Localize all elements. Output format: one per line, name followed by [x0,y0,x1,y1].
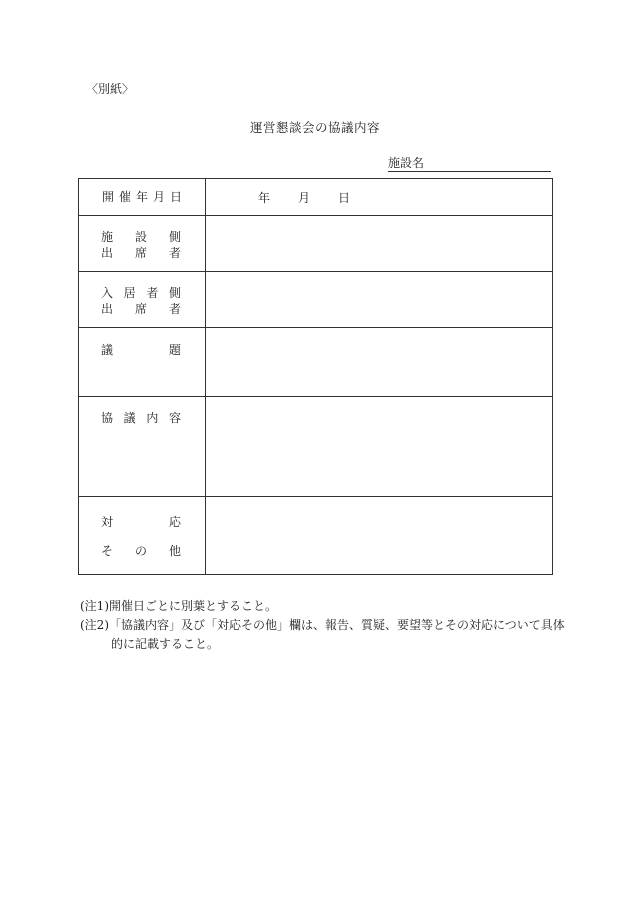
response-other-value-cell[interactable] [206,497,553,575]
response-label: 対 応 [101,515,181,529]
date-label-cell [79,179,206,216]
discussion-label: 協 議 内 容 [101,411,181,425]
agenda-value-cell[interactable] [206,328,553,397]
date-label: 開 催 年 月 日 [102,190,182,204]
agenda-label-cell [79,328,206,397]
facility-attendees-label-line2: 出 席 者 [101,246,181,260]
resident-attendees-label-cell [79,272,206,328]
other-label: そ の 他 [101,544,181,558]
response-other-label-cell [79,497,206,575]
discussion-value-cell[interactable] [206,397,553,497]
note-1: (注1)開催日ごとに別葉とすること。 [80,599,277,613]
date-value-cell[interactable] [206,179,553,216]
annex-label: 〈別紙〉 [86,82,135,96]
month-unit: 月 [298,190,311,205]
notes-section [80,597,565,654]
note-2-line-2: 的に記載すること。 [111,637,220,651]
resident-attendees-value-cell[interactable] [206,272,553,328]
year-unit: 年 [258,190,271,205]
row-date [79,179,553,216]
facility-name-field[interactable] [388,156,551,172]
row-resident-attendees [79,272,553,328]
agenda-label: 議 題 [101,343,181,357]
facility-attendees-value-cell[interactable] [206,216,553,272]
discussion-label-cell [79,397,206,497]
row-discussion [79,397,553,497]
row-facility-attendees [79,216,553,272]
resident-attendees-label-line2: 出 席 者 [101,302,181,316]
facility-name-label: 施設名 [388,156,425,170]
row-response-other [79,497,553,575]
discussion-form-table [78,178,553,575]
day-unit: 日 [338,190,351,205]
resident-attendees-label-line1: 入 居 者 側 [101,286,181,300]
facility-attendees-label-line1: 施 設 側 [101,230,181,244]
note-2-line-1: (注2)「協議内容」及び「対応その他」欄は、報告、質疑、要望等とその対応について具体 [80,618,565,632]
facility-attendees-label-cell [79,216,206,272]
document-title: 運営懇談会の協議内容 [249,120,380,135]
row-agenda [79,328,553,397]
